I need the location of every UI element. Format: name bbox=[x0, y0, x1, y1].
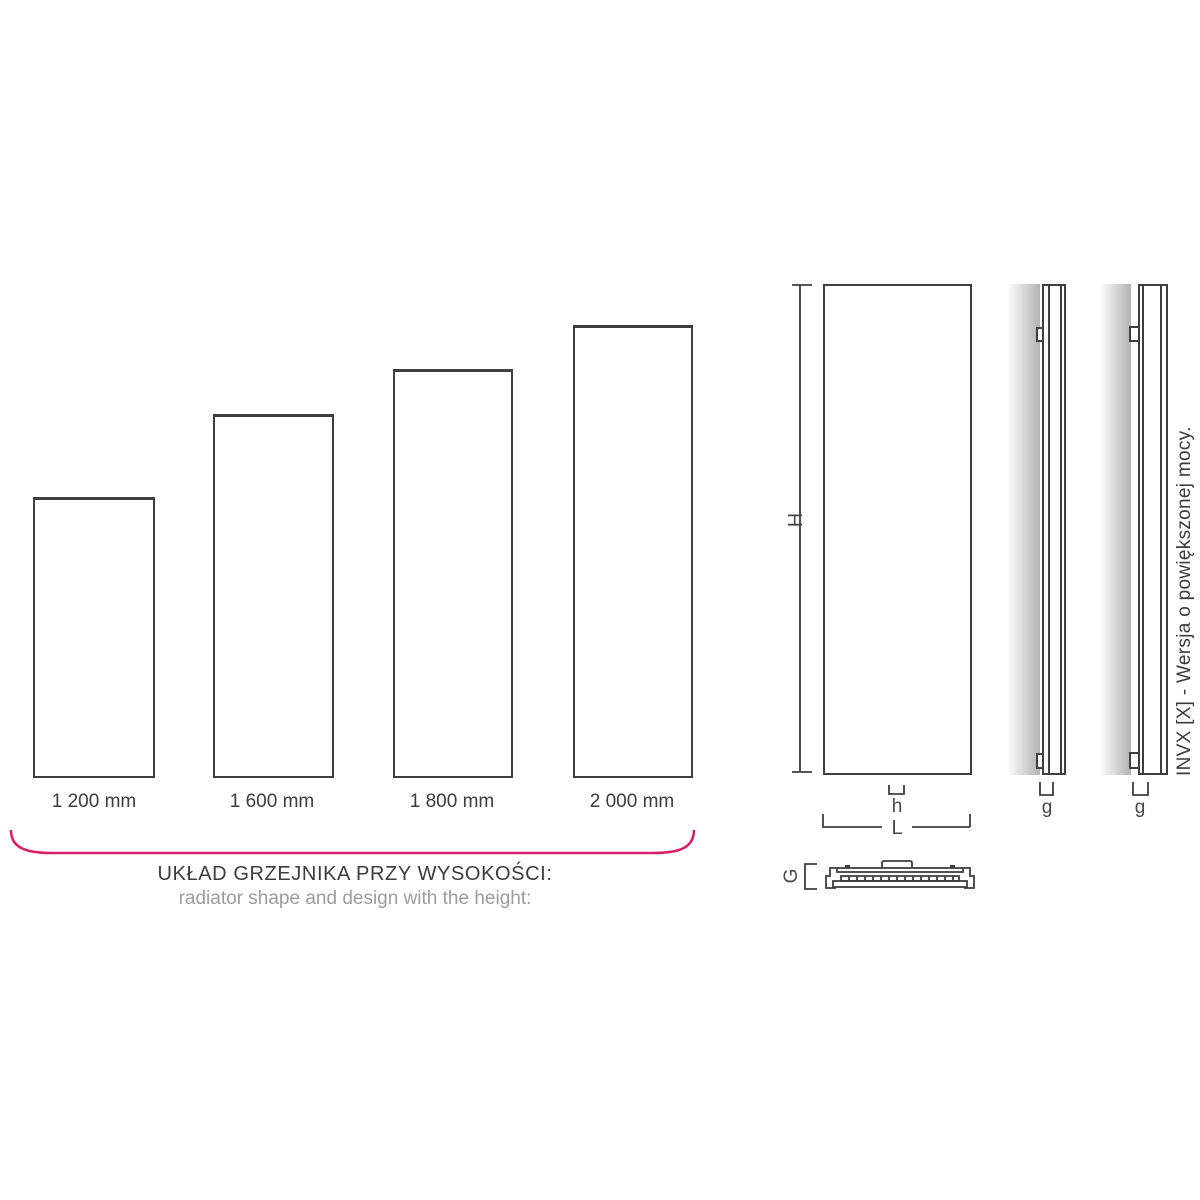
radiator-outline-1200 bbox=[33, 497, 155, 778]
front-view bbox=[823, 284, 972, 775]
radiator-outline-1800 bbox=[393, 369, 513, 778]
dim-g1-bracket bbox=[1040, 782, 1053, 795]
radiator-outline-2000 bbox=[573, 325, 693, 778]
cross-section-fin-dividers bbox=[849, 876, 953, 881]
dim-g2-bracket bbox=[1133, 782, 1148, 795]
cross-section-top-plate bbox=[837, 868, 963, 872]
dim-G-bracket bbox=[805, 864, 817, 889]
radiator-outline-1600 bbox=[213, 414, 334, 778]
wall-bracket-invx-top bbox=[1036, 327, 1044, 342]
cross-section-fins bbox=[841, 876, 959, 881]
side-view-invx-front-line bbox=[1060, 286, 1062, 773]
wall-bracket-invx-bottom bbox=[1036, 753, 1044, 769]
dim-h-label: h bbox=[891, 796, 903, 817]
cross-section bbox=[826, 861, 974, 888]
size-label-1600: 1 600 mm bbox=[229, 791, 315, 812]
dim-H-label: H bbox=[785, 512, 807, 528]
cross-section-clip-right bbox=[950, 865, 955, 868]
wall-shadow-invx bbox=[1004, 284, 1040, 775]
dim-g-label-invx-x: g bbox=[1134, 797, 1146, 818]
side-view-invx bbox=[1042, 284, 1066, 775]
side-view-invx-x bbox=[1138, 284, 1168, 775]
variant-note: INVX [X] - Wersja o powiększonej mocy. bbox=[1174, 426, 1195, 776]
cross-section-left-foot bbox=[826, 868, 837, 888]
wall-bracket-invx-x-bottom bbox=[1129, 752, 1140, 769]
height-brace bbox=[11, 830, 694, 853]
cross-section-front-panel bbox=[833, 881, 967, 887]
dim-g-label-invx: g bbox=[1041, 797, 1053, 818]
size-label-1800: 1 800 mm bbox=[409, 791, 495, 812]
size-label-2000: 2 000 mm bbox=[589, 791, 675, 812]
cross-section-right-foot bbox=[963, 868, 974, 888]
caption-title: UKŁAD GRZEJNIKA PRZY WYSOKOŚCI: bbox=[157, 863, 553, 885]
side-view-invx-x-panel-line bbox=[1142, 286, 1144, 773]
dim-h-bracket bbox=[889, 785, 904, 794]
side-view-invx-panel-line bbox=[1048, 286, 1050, 773]
dim-G-label: G bbox=[781, 868, 802, 884]
size-label-1200: 1 200 mm bbox=[51, 791, 137, 812]
side-view-invx-x-front-line bbox=[1160, 286, 1162, 773]
dim-L-label: L bbox=[891, 817, 903, 839]
cross-section-clip-left bbox=[845, 865, 850, 868]
wall-shadow-invx-x bbox=[1096, 284, 1131, 775]
cross-section-grille-bump bbox=[882, 861, 912, 868]
wall-bracket-invx-x-top bbox=[1129, 326, 1140, 342]
caption-subtitle: radiator shape and design with the height: bbox=[178, 888, 532, 909]
